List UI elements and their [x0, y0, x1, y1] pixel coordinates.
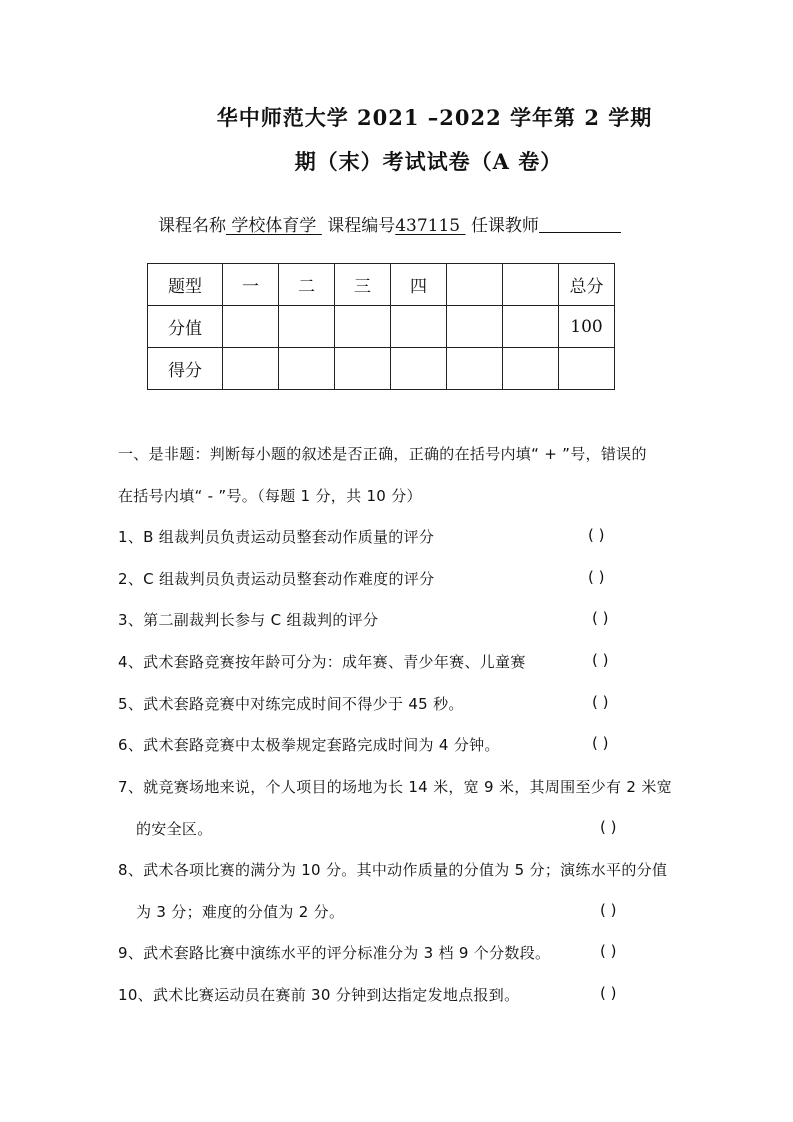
question-8-cont: 为 3 分；难度的分值为 2 分。: [136, 903, 345, 921]
teacher-blank: [539, 216, 621, 233]
question-7: 7、就竞赛场地来说，个人项目的场地为长 14 米，宽 9 米，其周围至少有 2 米宽: [118, 778, 672, 796]
answer-paren-2: ( ): [588, 568, 605, 586]
question-3: 3、第二副裁判长参与 C 组裁判的评分: [118, 611, 379, 629]
table-row: [148, 306, 615, 348]
table-cell: [391, 348, 447, 390]
table-cell: [503, 306, 559, 348]
row-label-score: 得分: [148, 348, 223, 390]
section-instruction-line1: 一、是非题：判断每小题的叙述是否正确，正确的在括号内填“ + ”号，错误的: [118, 445, 647, 463]
table-header-cell: [447, 264, 503, 306]
table-cell: [223, 306, 279, 348]
question-8: 8、武术各项比赛的满分为 10 分。其中动作质量的分值为 5 分；演练水平的分值: [118, 861, 668, 879]
question-6: 6、武术套路竞赛中太极拳规定套路完成时间为 4 分钟。: [118, 736, 500, 754]
teacher-label: 任课教师: [470, 216, 539, 236]
course-code-label: 课程编号: [327, 216, 396, 236]
table-cell: [447, 306, 503, 348]
score-table: [147, 263, 615, 390]
table-row: [148, 264, 615, 306]
table-cell: [391, 306, 447, 348]
table-cell: [335, 348, 391, 390]
table-cell: [279, 306, 335, 348]
table-cell: [559, 348, 615, 390]
table-cell: [447, 348, 503, 390]
answer-paren-8: ( ): [600, 901, 617, 919]
table-header-cell: [503, 264, 559, 306]
answer-paren-1: ( ): [588, 526, 605, 544]
question-2: 2、C 组裁判员负责运动员整套动作难度的评分: [118, 570, 435, 588]
exam-title-university: 华中师范大学 2021 –2022 学年第 2 学期: [216, 105, 653, 130]
question-7-cont: 的安全区。: [136, 820, 213, 838]
total-value-cell: 100: [559, 306, 615, 348]
table-header-cell: 题型: [148, 264, 223, 306]
table-header-cell: 四: [391, 264, 447, 306]
answer-paren-4: ( ): [592, 651, 609, 669]
question-9: 9、武术套路比赛中演练水平的评分标准分为 3 档 9 个分数段。: [118, 944, 551, 962]
row-label-value: 分值: [148, 306, 223, 348]
table-cell: [335, 306, 391, 348]
question-1: 1、B 组裁判员负责运动员整套动作质量的评分: [118, 528, 435, 546]
answer-paren-6: ( ): [592, 734, 609, 752]
table-cell: [223, 348, 279, 390]
answer-paren-7: ( ): [600, 818, 617, 836]
course-code-value: 437115: [395, 216, 461, 236]
answer-paren-5: ( ): [592, 693, 609, 711]
question-10: 10、武术比赛运动员在赛前 30 分钟到达指定发地点报到。: [118, 986, 520, 1004]
table-cell: [503, 348, 559, 390]
table-header-cell: 总分: [559, 264, 615, 306]
table-header-cell: 一: [223, 264, 279, 306]
table-row: [148, 348, 615, 390]
table-cell: [279, 348, 335, 390]
course-info: [158, 211, 621, 236]
section-instruction-line2: 在括号内填“ - ”号。（每题 1 分，共 10 分）: [118, 487, 422, 505]
answer-paren-9: ( ): [600, 942, 617, 960]
course-name-label: 课程名称: [158, 216, 226, 236]
answer-paren-10: ( ): [600, 984, 617, 1002]
question-5: 5、武术套路竞赛中对练完成时间不得少于 45 秒。: [118, 695, 464, 713]
question-4: 4、武术套路竞赛按年龄可分为：成年赛、青少年赛、儿童赛: [118, 653, 526, 671]
table-header-cell: 二: [279, 264, 335, 306]
exam-title-paper: 期（末）考试试卷（A 卷）: [294, 149, 563, 174]
table-header-cell: 三: [335, 264, 391, 306]
course-name-value: 学校体育学: [231, 216, 317, 236]
answer-paren-3: ( ): [592, 609, 609, 627]
